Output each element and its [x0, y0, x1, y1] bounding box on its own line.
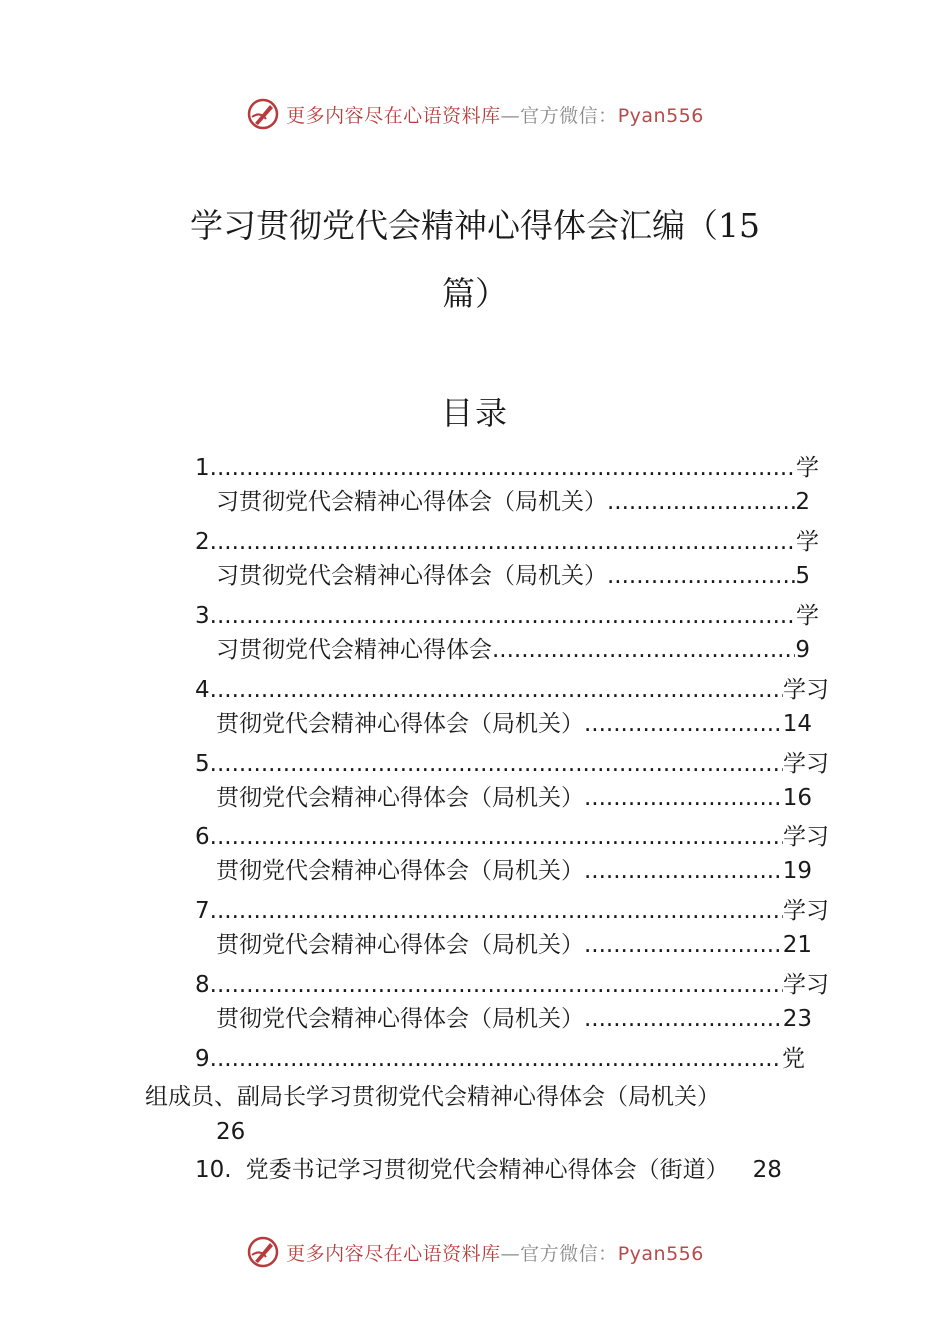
- toc-item-text: 学习: [783, 751, 829, 777]
- toc-item-text: 学习: [783, 972, 829, 998]
- dot-leader: [607, 561, 795, 591]
- toc-item-number: 8.: [195, 972, 217, 998]
- banner-wechat-id: Pyan556: [617, 1242, 704, 1265]
- toc-item-page: 5: [795, 563, 810, 589]
- toc-item-number: 4.: [195, 677, 217, 703]
- toc-item-page: 2: [795, 489, 810, 515]
- toc-item-text: 党: [782, 1046, 805, 1072]
- toc-item-number: 2.: [195, 529, 217, 555]
- dot-leader: [584, 930, 783, 960]
- banner-text: [286, 101, 704, 128]
- dot-leader: [584, 709, 783, 739]
- toc-item-text: 贯彻党代会精神心得体会（局机关）: [216, 1006, 584, 1032]
- toc-item-1-line2[interactable]: [216, 487, 810, 517]
- dot-leader: [217, 675, 783, 705]
- toc-item-5-line1[interactable]: [195, 749, 829, 779]
- toc-item-text: 组成员、副局长学习贯彻党代会精神心得体会（局机关）: [145, 1084, 720, 1110]
- toc-item-6-line2[interactable]: [216, 856, 812, 886]
- banner-dash: —: [500, 104, 521, 127]
- toc-item-number: 6.: [195, 824, 217, 850]
- dot-leader: [584, 783, 783, 813]
- dot-leader: [217, 527, 796, 557]
- toc-heading: 目录: [440, 394, 509, 432]
- toc-item-3-line2[interactable]: [216, 635, 810, 665]
- dot-leader: [217, 749, 783, 779]
- toc-item-9-line2[interactable]: [145, 1082, 785, 1112]
- toc-item-text: 学: [796, 529, 819, 555]
- toc-item-page: 19: [782, 858, 812, 884]
- toc-item-text: 贯彻党代会精神心得体会（局机关）: [216, 711, 584, 737]
- toc-item-page: 26: [216, 1119, 246, 1145]
- toc-item-5-line2[interactable]: [216, 783, 812, 813]
- toc-item-10[interactable]: [195, 1155, 835, 1185]
- toc-item-4-line2[interactable]: [216, 709, 812, 739]
- toc-item-number: 10.: [195, 1157, 232, 1183]
- toc-item-2-line2[interactable]: [216, 561, 810, 591]
- toc-item-number: 9.: [195, 1046, 217, 1072]
- toc-item-text: 学习: [783, 824, 829, 850]
- document-title-line1: 学习贯彻党代会精神心得体会汇编（15: [190, 206, 760, 245]
- toc-item-page: 14: [782, 711, 812, 737]
- toc-item-3-line1[interactable]: [195, 601, 819, 631]
- dot-leader: [217, 970, 783, 1000]
- dot-leader: [607, 487, 795, 517]
- toc-item-7-line2[interactable]: [216, 930, 812, 960]
- banner-text: [286, 1239, 704, 1266]
- banner-dash: —: [500, 1242, 521, 1265]
- toc-item-6-line1[interactable]: [195, 822, 829, 852]
- toc-item-page: 21: [782, 932, 812, 958]
- dot-leader: [217, 822, 783, 852]
- toc-item-9-line3[interactable]: [216, 1117, 276, 1147]
- toc-item-page: 23: [782, 1006, 812, 1032]
- banner-wechat-id: Pyan556: [617, 104, 704, 127]
- dot-leader: [217, 453, 796, 483]
- toc-item-8-line1[interactable]: [195, 970, 829, 1000]
- dot-leader: [584, 1004, 783, 1034]
- toc-item-text: 学习: [783, 677, 829, 703]
- toc-item-2-line1[interactable]: [195, 527, 819, 557]
- toc-item-page: 16: [782, 785, 812, 811]
- toc-item-4-line1[interactable]: [195, 675, 829, 705]
- banner-wechat-label: 官方微信：: [520, 104, 618, 127]
- toc-item-9-line1[interactable]: [195, 1044, 805, 1074]
- dot-leader: [217, 896, 783, 926]
- toc-item-text: 学: [796, 603, 819, 629]
- toc-item-number: 3.: [195, 603, 217, 629]
- footer-banner: [0, 1232, 950, 1272]
- toc-item-text: 习贯彻党代会精神心得体会（局机关）: [216, 563, 607, 589]
- dot-leader: [217, 1044, 782, 1074]
- banner-wechat-label: 官方微信：: [520, 1242, 618, 1265]
- dot-leader: [217, 601, 796, 631]
- toc-item-number: 5.: [195, 751, 217, 777]
- toc-item-text: 习贯彻党代会精神心得体会（局机关）: [216, 489, 607, 515]
- toc-item-8-line2[interactable]: [216, 1004, 812, 1034]
- document-title-line2: 篇）: [442, 274, 508, 313]
- toc-item-number: 7.: [195, 898, 217, 924]
- toc-item-text: 贯彻党代会精神心得体会（局机关）: [216, 858, 584, 884]
- toc-item-text: 贯彻党代会精神心得体会（局机关）: [216, 785, 584, 811]
- toc-item-7-line1[interactable]: [195, 896, 829, 926]
- header-banner: [0, 94, 950, 134]
- toc-item-page: 28: [752, 1157, 782, 1183]
- toc-item-text: 习贯彻党代会精神心得体会: [216, 637, 492, 663]
- pen-logo-icon: [246, 1235, 280, 1269]
- pen-logo-icon: [246, 97, 280, 131]
- toc-item-text: 党委书记学习贯彻党代会精神心得体会（街道）: [245, 1157, 729, 1183]
- toc-item-text: 贯彻党代会精神心得体会（局机关）: [216, 932, 584, 958]
- banner-library-name: 更多内容尽在心语资料库: [286, 1242, 501, 1265]
- toc-item-text: 学: [796, 455, 819, 481]
- banner-library-name: 更多内容尽在心语资料库: [286, 104, 501, 127]
- toc-item-1-line1[interactable]: [195, 453, 819, 483]
- dot-leader: [492, 635, 795, 665]
- toc-item-number: 1.: [195, 455, 217, 481]
- toc-item-page: 9: [795, 637, 810, 663]
- dot-leader: [584, 856, 783, 886]
- toc-item-text: 学习: [783, 898, 829, 924]
